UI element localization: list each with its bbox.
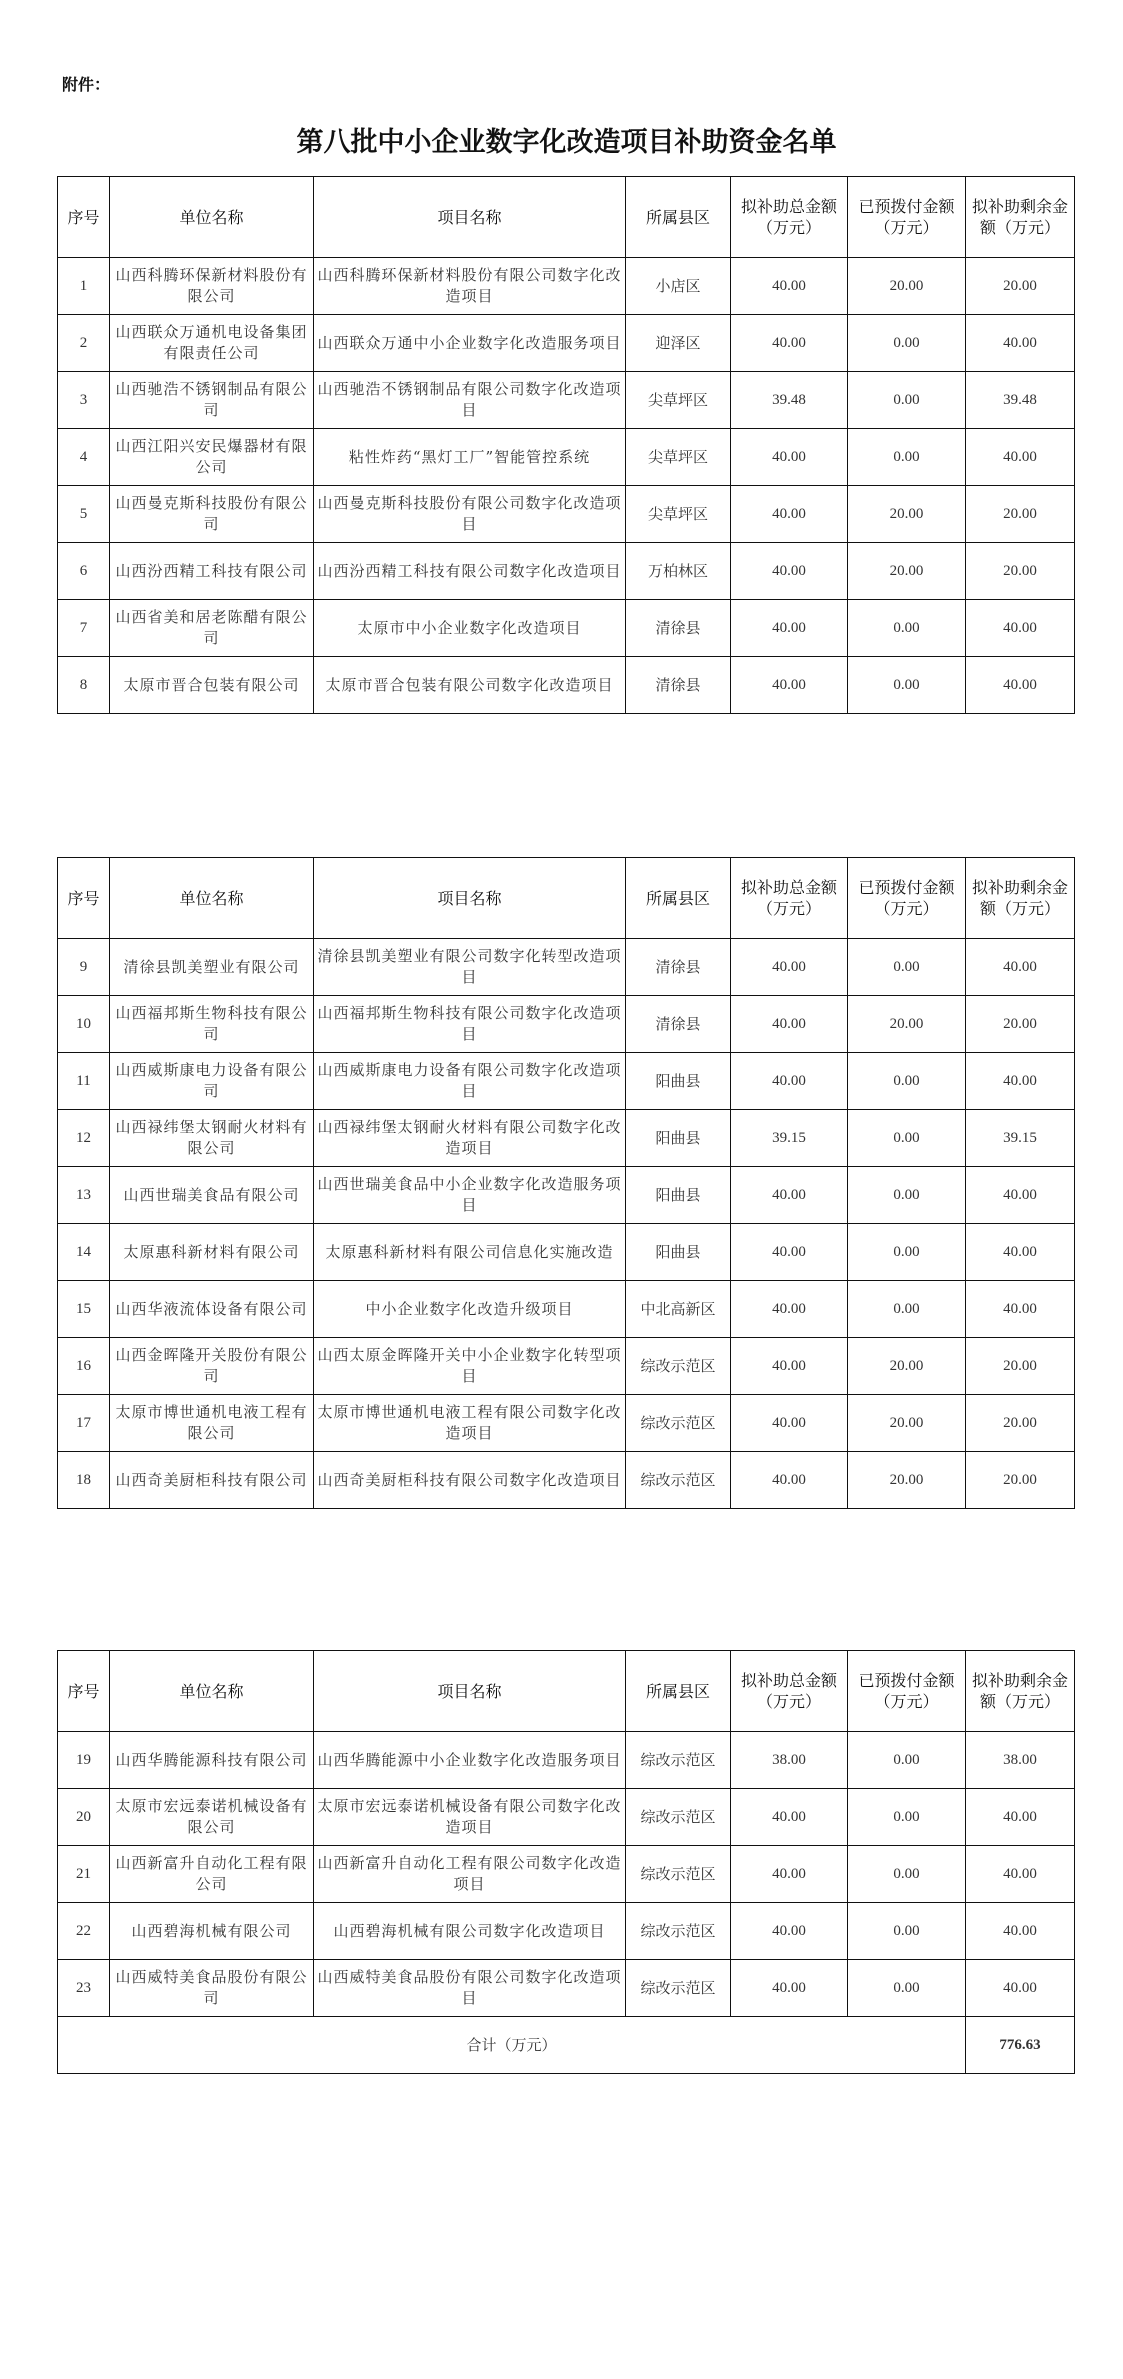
remaining-amount: 40.00 <box>966 1167 1075 1224</box>
project-name: 山西禄纬堡太钢耐火材料有限公司数字化改造项目 <box>314 1110 626 1167</box>
header-district: 所属县区 <box>626 177 731 258</box>
prepaid-amount: 20.00 <box>848 1452 966 1509</box>
total-amount: 40.00 <box>731 939 848 996</box>
total-amount: 40.00 <box>731 600 848 657</box>
header-row-number: 序号 <box>58 858 110 939</box>
remaining-amount: 40.00 <box>966 315 1075 372</box>
row-number: 17 <box>58 1395 110 1452</box>
table-row <box>58 486 1075 543</box>
header-district: 所属县区 <box>626 858 731 939</box>
district: 阳曲县 <box>626 1167 731 1224</box>
total-amount: 40.00 <box>731 1281 848 1338</box>
prepaid-amount: 0.00 <box>848 1281 966 1338</box>
table-row <box>58 543 1075 600</box>
total-amount: 40.00 <box>731 1395 848 1452</box>
prepaid-amount: 20.00 <box>848 1338 966 1395</box>
total-amount: 40.00 <box>731 996 848 1053</box>
prepaid-amount: 0.00 <box>848 1732 966 1789</box>
district: 阳曲县 <box>626 1224 731 1281</box>
company-name: 山西省美和居老陈醋有限公司 <box>110 600 314 657</box>
header-prepaid-amount: 已预拨付金额（万元） <box>848 1651 966 1732</box>
company-name: 山西华液流体设备有限公司 <box>110 1281 314 1338</box>
header-company-name: 单位名称 <box>110 177 314 258</box>
subsidy-table-part-2 <box>57 857 1075 1509</box>
total-row <box>58 2017 1075 2074</box>
project-name: 山西威斯康电力设备有限公司数字化改造项目 <box>314 1053 626 1110</box>
table-row <box>58 372 1075 429</box>
prepaid-amount: 20.00 <box>848 258 966 315</box>
total-amount: 40.00 <box>731 258 848 315</box>
district: 综改示范区 <box>626 1338 731 1395</box>
district: 综改示范区 <box>626 1395 731 1452</box>
project-name: 山西华腾能源中小企业数字化改造服务项目 <box>314 1732 626 1789</box>
remaining-amount: 40.00 <box>966 939 1075 996</box>
row-number: 4 <box>58 429 110 486</box>
prepaid-amount: 0.00 <box>848 1167 966 1224</box>
prepaid-amount: 0.00 <box>848 429 966 486</box>
table-row <box>58 1281 1075 1338</box>
total-amount: 39.15 <box>731 1110 848 1167</box>
total-amount: 40.00 <box>731 1338 848 1395</box>
row-number: 15 <box>58 1281 110 1338</box>
project-name: 清徐县凯美塑业有限公司数字化转型改造项目 <box>314 939 626 996</box>
prepaid-amount: 20.00 <box>848 543 966 600</box>
total-amount: 40.00 <box>731 1960 848 2017</box>
header-project-name: 项目名称 <box>314 177 626 258</box>
table-row <box>58 996 1075 1053</box>
row-number: 23 <box>58 1960 110 2017</box>
district: 尖草坪区 <box>626 372 731 429</box>
remaining-amount: 20.00 <box>966 1395 1075 1452</box>
remaining-amount: 20.00 <box>966 486 1075 543</box>
remaining-amount: 40.00 <box>966 1903 1075 1960</box>
company-name: 太原市博世通机电液工程有限公司 <box>110 1395 314 1452</box>
district: 清徐县 <box>626 939 731 996</box>
row-number: 1 <box>58 258 110 315</box>
header-company-name: 单位名称 <box>110 858 314 939</box>
prepaid-amount: 0.00 <box>848 315 966 372</box>
table-row <box>58 657 1075 714</box>
header-row <box>58 177 1075 258</box>
row-number: 2 <box>58 315 110 372</box>
project-name: 山西驰浩不锈钢制品有限公司数字化改造项目 <box>314 372 626 429</box>
remaining-amount: 40.00 <box>966 657 1075 714</box>
header-project-name: 项目名称 <box>314 858 626 939</box>
total-value: 776.63 <box>966 2017 1075 2074</box>
district: 综改示范区 <box>626 1452 731 1509</box>
table-row <box>58 1732 1075 1789</box>
project-name: 太原惠科新材料有限公司信息化实施改造 <box>314 1224 626 1281</box>
header-row <box>58 858 1075 939</box>
row-number: 18 <box>58 1452 110 1509</box>
total-amount: 40.00 <box>731 1053 848 1110</box>
project-name: 太原市宏远泰诺机械设备有限公司数字化改造项目 <box>314 1789 626 1846</box>
table-row <box>58 315 1075 372</box>
remaining-amount: 20.00 <box>966 258 1075 315</box>
header-prepaid-amount: 已预拨付金额（万元） <box>848 858 966 939</box>
row-number: 20 <box>58 1789 110 1846</box>
project-name: 粘性炸药“黑灯工厂”智能管控系统 <box>314 429 626 486</box>
header-remaining-amount: 拟补助剩余金额（万元） <box>966 1651 1075 1732</box>
prepaid-amount: 0.00 <box>848 1789 966 1846</box>
table-row <box>58 600 1075 657</box>
prepaid-amount: 0.00 <box>848 1846 966 1903</box>
remaining-amount: 38.00 <box>966 1732 1075 1789</box>
header-prepaid-amount: 已预拨付金额（万元） <box>848 177 966 258</box>
row-number: 13 <box>58 1167 110 1224</box>
remaining-amount: 20.00 <box>966 543 1075 600</box>
row-number: 16 <box>58 1338 110 1395</box>
company-name: 清徐县凯美塑业有限公司 <box>110 939 314 996</box>
table-row <box>58 1452 1075 1509</box>
district: 尖草坪区 <box>626 429 731 486</box>
row-number: 11 <box>58 1053 110 1110</box>
subsidy-table-part-3 <box>57 1650 1075 2074</box>
row-number: 5 <box>58 486 110 543</box>
total-amount: 40.00 <box>731 1789 848 1846</box>
company-name: 山西威斯康电力设备有限公司 <box>110 1053 314 1110</box>
company-name: 山西碧海机械有限公司 <box>110 1903 314 1960</box>
total-amount: 40.00 <box>731 315 848 372</box>
project-name: 山西联众万通中小企业数字化改造服务项目 <box>314 315 626 372</box>
row-number: 21 <box>58 1846 110 1903</box>
company-name: 山西禄纬堡太钢耐火材料有限公司 <box>110 1110 314 1167</box>
district: 综改示范区 <box>626 1903 731 1960</box>
total-amount: 40.00 <box>731 1167 848 1224</box>
prepaid-amount: 20.00 <box>848 1395 966 1452</box>
project-name: 山西汾西精工科技有限公司数字化改造项目 <box>314 543 626 600</box>
prepaid-amount: 20.00 <box>848 486 966 543</box>
row-number: 3 <box>58 372 110 429</box>
table-row <box>58 1053 1075 1110</box>
project-name: 太原市晋合包装有限公司数字化改造项目 <box>314 657 626 714</box>
table-row <box>58 1224 1075 1281</box>
header-remaining-amount: 拟补助剩余金额（万元） <box>966 177 1075 258</box>
table-row <box>58 429 1075 486</box>
company-name: 山西威特美食品股份有限公司 <box>110 1960 314 2017</box>
district: 中北高新区 <box>626 1281 731 1338</box>
company-name: 山西金晖隆开关股份有限公司 <box>110 1338 314 1395</box>
project-name: 山西新富升自动化工程有限公司数字化改造项目 <box>314 1846 626 1903</box>
total-amount: 40.00 <box>731 1903 848 1960</box>
project-name: 太原市中小企业数字化改造项目 <box>314 600 626 657</box>
company-name: 山西江阳兴安民爆器材有限公司 <box>110 429 314 486</box>
district: 清徐县 <box>626 600 731 657</box>
table-row <box>58 1903 1075 1960</box>
project-name: 太原市博世通机电液工程有限公司数字化改造项目 <box>314 1395 626 1452</box>
header-total-amount: 拟补助总金额（万元） <box>731 858 848 939</box>
remaining-amount: 40.00 <box>966 1960 1075 2017</box>
total-amount: 40.00 <box>731 1846 848 1903</box>
project-name: 山西威特美食品股份有限公司数字化改造项目 <box>314 1960 626 2017</box>
project-name: 山西曼克斯科技股份有限公司数字化改造项目 <box>314 486 626 543</box>
district: 小店区 <box>626 258 731 315</box>
remaining-amount: 39.48 <box>966 372 1075 429</box>
remaining-amount: 40.00 <box>966 1053 1075 1110</box>
row-number: 14 <box>58 1224 110 1281</box>
header-total-amount: 拟补助总金额（万元） <box>731 1651 848 1732</box>
company-name: 山西联众万通机电设备集团有限责任公司 <box>110 315 314 372</box>
header-total-amount: 拟补助总金额（万元） <box>731 177 848 258</box>
district: 尖草坪区 <box>626 486 731 543</box>
company-name: 山西世瑞美食品有限公司 <box>110 1167 314 1224</box>
prepaid-amount: 0.00 <box>848 372 966 429</box>
table-row <box>58 1338 1075 1395</box>
remaining-amount: 40.00 <box>966 1224 1075 1281</box>
header-row <box>58 1651 1075 1732</box>
header-project-name: 项目名称 <box>314 1651 626 1732</box>
row-number: 19 <box>58 1732 110 1789</box>
table-row <box>58 1110 1075 1167</box>
district: 阳曲县 <box>626 1110 731 1167</box>
remaining-amount: 40.00 <box>966 1846 1075 1903</box>
district: 万柏林区 <box>626 543 731 600</box>
header-row-number: 序号 <box>58 177 110 258</box>
row-number: 9 <box>58 939 110 996</box>
company-name: 山西驰浩不锈钢制品有限公司 <box>110 372 314 429</box>
prepaid-amount: 0.00 <box>848 1960 966 2017</box>
table-row <box>58 939 1075 996</box>
company-name: 山西科腾环保新材料股份有限公司 <box>110 258 314 315</box>
total-amount: 40.00 <box>731 657 848 714</box>
district: 迎泽区 <box>626 315 731 372</box>
prepaid-amount: 0.00 <box>848 939 966 996</box>
project-name: 中小企业数字化改造升级项目 <box>314 1281 626 1338</box>
remaining-amount: 40.00 <box>966 429 1075 486</box>
header-remaining-amount: 拟补助剩余金额（万元） <box>966 858 1075 939</box>
district: 清徐县 <box>626 657 731 714</box>
row-number: 10 <box>58 996 110 1053</box>
company-name: 山西福邦斯生物科技有限公司 <box>110 996 314 1053</box>
row-number: 22 <box>58 1903 110 1960</box>
header-district: 所属县区 <box>626 1651 731 1732</box>
project-name: 山西奇美厨柜科技有限公司数字化改造项目 <box>314 1452 626 1509</box>
table-row <box>58 1846 1075 1903</box>
row-number: 7 <box>58 600 110 657</box>
remaining-amount: 20.00 <box>966 1452 1075 1509</box>
district: 综改示范区 <box>626 1789 731 1846</box>
attachment-label: 附件： <box>62 75 111 94</box>
district: 综改示范区 <box>626 1732 731 1789</box>
district: 阳曲县 <box>626 1053 731 1110</box>
prepaid-amount: 0.00 <box>848 600 966 657</box>
prepaid-amount: 20.00 <box>848 996 966 1053</box>
district: 综改示范区 <box>626 1846 731 1903</box>
remaining-amount: 40.00 <box>966 1789 1075 1846</box>
total-label: 合计（万元） <box>58 2017 966 2074</box>
total-amount: 40.00 <box>731 486 848 543</box>
row-number: 6 <box>58 543 110 600</box>
table-row <box>58 1960 1075 2017</box>
row-number: 8 <box>58 657 110 714</box>
total-amount: 38.00 <box>731 1732 848 1789</box>
company-name: 太原市宏远泰诺机械设备有限公司 <box>110 1789 314 1846</box>
table-row <box>58 1789 1075 1846</box>
table-row <box>58 1167 1075 1224</box>
remaining-amount: 20.00 <box>966 1338 1075 1395</box>
header-company-name: 单位名称 <box>110 1651 314 1732</box>
district: 综改示范区 <box>626 1960 731 2017</box>
total-amount: 40.00 <box>731 1224 848 1281</box>
project-name: 山西碧海机械有限公司数字化改造项目 <box>314 1903 626 1960</box>
document-title: 第八批中小企业数字化改造项目补助资金名单 <box>296 127 837 158</box>
total-amount: 40.00 <box>731 1452 848 1509</box>
table-row <box>58 258 1075 315</box>
remaining-amount: 39.15 <box>966 1110 1075 1167</box>
district: 清徐县 <box>626 996 731 1053</box>
subsidy-table-part-1 <box>57 176 1075 714</box>
company-name: 山西曼克斯科技股份有限公司 <box>110 486 314 543</box>
prepaid-amount: 0.00 <box>848 1224 966 1281</box>
prepaid-amount: 0.00 <box>848 1110 966 1167</box>
company-name: 太原市晋合包装有限公司 <box>110 657 314 714</box>
company-name: 山西华腾能源科技有限公司 <box>110 1732 314 1789</box>
project-name: 山西福邦斯生物科技有限公司数字化改造项目 <box>314 996 626 1053</box>
project-name: 山西科腾环保新材料股份有限公司数字化改造项目 <box>314 258 626 315</box>
prepaid-amount: 0.00 <box>848 657 966 714</box>
remaining-amount: 20.00 <box>966 996 1075 1053</box>
company-name: 山西汾西精工科技有限公司 <box>110 543 314 600</box>
prepaid-amount: 0.00 <box>848 1903 966 1960</box>
row-number: 12 <box>58 1110 110 1167</box>
total-amount: 39.48 <box>731 372 848 429</box>
header-row-number: 序号 <box>58 1651 110 1732</box>
prepaid-amount: 0.00 <box>848 1053 966 1110</box>
remaining-amount: 40.00 <box>966 1281 1075 1338</box>
project-name: 山西太原金晖隆开关中小企业数字化转型项目 <box>314 1338 626 1395</box>
total-amount: 40.00 <box>731 429 848 486</box>
company-name: 山西新富升自动化工程有限公司 <box>110 1846 314 1903</box>
project-name: 山西世瑞美食品中小企业数字化改造服务项目 <box>314 1167 626 1224</box>
company-name: 山西奇美厨柜科技有限公司 <box>110 1452 314 1509</box>
table-row <box>58 1395 1075 1452</box>
remaining-amount: 40.00 <box>966 600 1075 657</box>
company-name: 太原惠科新材料有限公司 <box>110 1224 314 1281</box>
total-amount: 40.00 <box>731 543 848 600</box>
